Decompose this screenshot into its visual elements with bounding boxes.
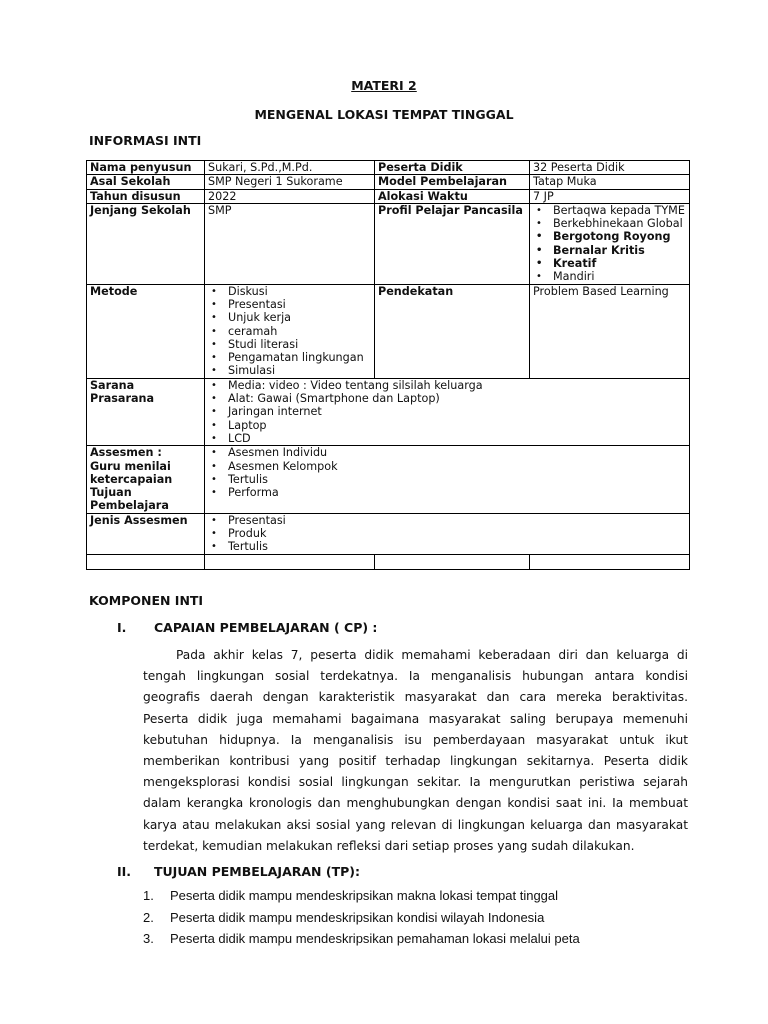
value-pendekatan: Problem Based Learning — [530, 284, 690, 378]
list-item: • Asesmen Kelompok — [208, 460, 686, 473]
informasi-inti-heading: INFORMASI INTI — [89, 133, 202, 148]
informasi-inti-table — [86, 160, 690, 570]
value-jenjang-sekolah: SMP — [205, 203, 375, 284]
tp-title: TUJUAN PEMBELAJARAN (TP): — [154, 864, 360, 879]
value-nama-penyusun: Sukari, S.Pd.,M.Pd. — [205, 161, 375, 175]
table-row — [87, 513, 690, 554]
value-asal-sekolah: SMP Negeri 1 Sukorame — [205, 175, 375, 189]
label-metode: Metode — [87, 284, 205, 378]
document-title: MATERI 2 — [351, 78, 417, 93]
label-profil-pelajar: Profil Pelajar Pancasila — [375, 203, 530, 284]
value-tahun-disusun: 2022 — [205, 189, 375, 203]
jenis-assesmen-list-cell — [205, 513, 690, 554]
label-nama-penyusun: Nama penyusun — [87, 161, 205, 175]
tp-item-text: Peserta didik mampu mendeskripsikan makna lokasi tempat tinggal — [170, 888, 559, 903]
list-item: • Jaringan internet — [208, 405, 686, 418]
empty-cell — [530, 554, 690, 569]
list-item: • Media: video : Video tentang silsilah keluarga — [208, 379, 686, 392]
list-item: • Bertaqwa kepada TYME — [533, 204, 686, 217]
list-item: • Presentasi — [208, 298, 371, 311]
table-row-empty — [87, 554, 690, 569]
table-row — [87, 175, 690, 189]
tp-item-number: 3. — [143, 931, 154, 946]
tp-item-text: Peserta didik mampu mendeskripsikan pemahaman lokasi melalui peta — [170, 931, 580, 946]
table-row — [87, 378, 690, 445]
cp-number: I. — [117, 620, 127, 635]
list-item: • LCD — [208, 432, 686, 445]
jenis-assesmen-list — [208, 514, 686, 554]
list-item: • Asesmen Individu — [208, 446, 686, 459]
list-item: • Laptop — [208, 419, 686, 432]
list-item: • Bergotong Royong — [533, 230, 686, 243]
list-item: • Bernalar Kritis — [533, 244, 686, 257]
label-alokasi-waktu: Alokasi Waktu — [375, 189, 530, 203]
label-pendekatan: Pendekatan — [375, 284, 530, 378]
tp-item-number: 1. — [143, 888, 154, 903]
table-row — [87, 284, 690, 378]
list-item — [143, 928, 580, 950]
label-assesmen: Assesmen : Guru menilai ketercapaian Tujuan Pembelajara — [87, 446, 205, 513]
table-row — [87, 203, 690, 284]
label-peserta-didik: Peserta Didik — [375, 161, 530, 175]
assesmen-list-cell — [205, 446, 690, 513]
list-item: • Alat: Gawai (Smartphone dan Laptop) — [208, 392, 686, 405]
tp-list — [143, 885, 580, 950]
label-jenis-assesmen: Jenis Assesmen — [87, 513, 205, 554]
cp-heading — [117, 620, 377, 635]
tp-item-text: Peserta didik mampu mendeskripsikan kondisi wilayah Indonesia — [170, 909, 545, 925]
list-item: • Studi literasi — [208, 338, 371, 351]
profil-list — [533, 204, 686, 284]
label-asal-sekolah: Asal Sekolah — [87, 175, 205, 189]
document-subtitle: MENGENAL LOKASI TEMPAT TINGGAL — [254, 107, 514, 122]
list-item — [143, 907, 580, 929]
table-row — [87, 189, 690, 203]
value-alokasi-waktu: 7 JP — [530, 189, 690, 203]
list-item: • Produk — [208, 527, 686, 540]
list-item — [143, 885, 580, 907]
list-item: • Kreatif — [533, 257, 686, 270]
cp-text: Pada akhir kelas 7, peserta didik memahami keberadaan diri dan keluarga di tengah lingkungan sosial terdekatnya. Ia menganalisis hubungan antara kondisi geografis daerah dengan karakteristik masyarakat dan cara mereka beraktivitas. Peserta didik juga memahami bagaimana masyarakat saling berupaya memenuhi kebutuhan hidupnya. Ia menganalisis isu pemberdayaan masyarakat untuk ikut memberikan kontribusi yang positif terhadap lingkungan sekitarnya. Peserta didik mengeksplorasi kondisi sosial lingkungan sekitar. Ia mengurutkan peristiwa sejarah dalam kerangka kronologis dan menghubungkan dengan kondisi saat ini. Ia membuat karya atau melakukan aksi sosial yang relevan di lingkungan keluarga dan masyarakat terdekat, kemudian melakukan refleksi dari setiap proses yang sudah dilakukan. — [143, 648, 688, 853]
list-item: • Performa — [208, 486, 686, 499]
metode-list — [208, 285, 371, 378]
table-row — [87, 161, 690, 175]
list-item: • Presentasi — [208, 514, 686, 527]
profil-list-cell — [530, 203, 690, 284]
list-item: • Mandiri — [533, 270, 686, 283]
list-item: • Unjuk kerja — [208, 311, 371, 324]
cp-title: CAPAIAN PEMBELAJARAN ( CP) : — [154, 620, 378, 635]
value-model-pembelajaran: Tatap Muka — [530, 175, 690, 189]
empty-cell — [87, 554, 205, 569]
list-item: • ceramah — [208, 325, 371, 338]
komponen-inti-heading: KOMPONEN INTI — [89, 593, 204, 608]
table-row — [87, 446, 690, 513]
tp-item-number: 2. — [143, 909, 154, 925]
list-item: • Berkebhinekaan Global — [533, 217, 686, 230]
label-tahun-disusun: Tahun disusun — [87, 189, 205, 203]
sarana-list — [208, 379, 686, 445]
list-item: • Diskusi — [208, 285, 371, 298]
tp-number: II. — [117, 864, 132, 879]
sarana-list-cell — [205, 378, 690, 445]
cp-paragraph — [143, 645, 688, 857]
tp-heading — [117, 864, 360, 879]
assesmen-list — [208, 446, 686, 499]
list-item: • Pengamatan lingkungan — [208, 351, 371, 364]
value-peserta-didik: 32 Peserta Didik — [530, 161, 690, 175]
empty-cell — [205, 554, 375, 569]
metode-list-cell — [205, 284, 375, 378]
label-sarana-prasarana: Sarana Prasarana — [87, 378, 205, 445]
list-item: • Simulasi — [208, 364, 371, 377]
label-model-pembelajaran: Model Pembelajaran — [375, 175, 530, 189]
list-item: • Tertulis — [208, 473, 686, 486]
empty-cell — [375, 554, 530, 569]
label-jenjang-sekolah: Jenjang Sekolah — [87, 203, 205, 284]
list-item: • Tertulis — [208, 540, 686, 553]
